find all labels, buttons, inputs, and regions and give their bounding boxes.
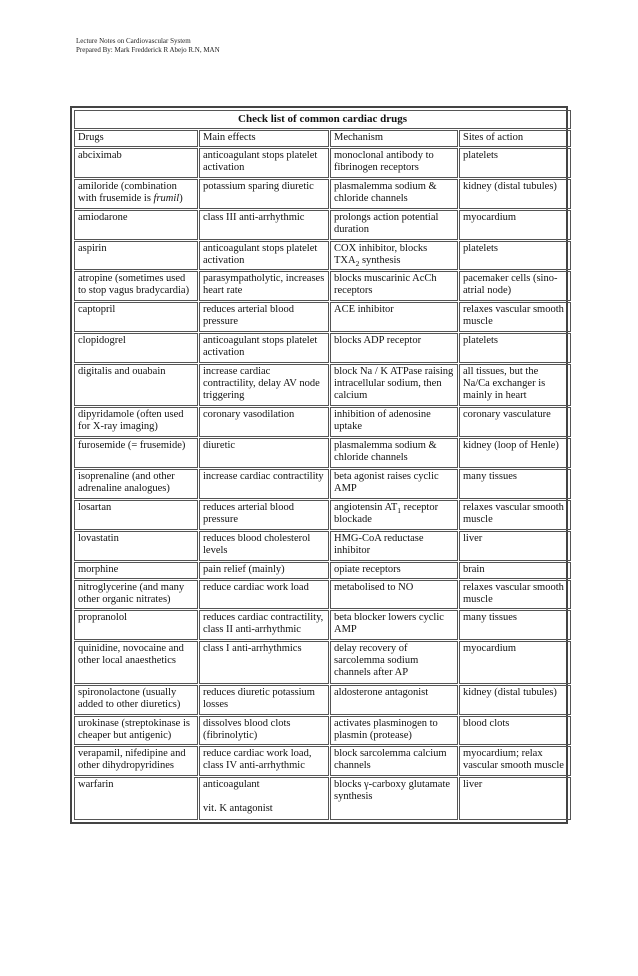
drug-name: atropine (sometimes used to stop vagus bradycardia) [78, 273, 190, 297]
drug-name: verapamil, nifedipine and other dihydropyridines [78, 748, 186, 772]
site-of-action: myocardium [463, 211, 517, 223]
drug-cell [74, 777, 198, 820]
effect-cell [199, 364, 329, 407]
table-row [74, 241, 571, 271]
table-row [74, 562, 571, 579]
drug-cell [74, 562, 198, 579]
drug-cell [74, 271, 198, 301]
site-of-action: relaxes vascular smooth muscle [463, 581, 564, 605]
drug-name: dipyridamole (often used for X-ray imaging) [78, 409, 184, 433]
mechanism-cell [330, 685, 458, 715]
site-cell [459, 333, 571, 363]
effect-cell [199, 746, 329, 776]
site-of-action: many tissues [463, 612, 517, 624]
site-of-action: liver [463, 779, 483, 791]
mechanism: COX inhibitor, blocks TXA [334, 242, 428, 266]
header-line-1: Lecture Notes on Cardiovascular System [76, 37, 191, 45]
main-effect: dissolves blood clots (fibrinolytic) [203, 717, 291, 741]
table-row [74, 271, 571, 301]
table-row [74, 438, 571, 468]
site-of-action: coronary vasculature [463, 409, 551, 421]
mechanism: delay recovery of sarcolemma sodium channels after AP [334, 643, 419, 679]
drug-name: quinidine, novocaine and other local anaesthetics [78, 643, 184, 667]
mechanism-cell [330, 148, 458, 178]
mechanism: blocks ADP receptor [334, 335, 422, 347]
main-effect: class III anti-arrhythmic [203, 211, 305, 223]
mechanism: angiotensin AT [334, 501, 398, 513]
table-row [74, 746, 571, 776]
site-cell [459, 580, 571, 610]
column-header: Sites of action [459, 130, 571, 147]
site-cell [459, 364, 571, 407]
effect-cell [199, 685, 329, 715]
effect-cell [199, 148, 329, 178]
site-cell [459, 148, 571, 178]
mechanism: metabolised to NO [334, 581, 414, 593]
effect-cell [199, 469, 329, 499]
drug-name: propranolol [78, 612, 127, 624]
effect-cell [199, 716, 329, 746]
effect-cell [199, 777, 329, 820]
main-effect: reduce cardiac work load [203, 581, 309, 593]
mechanism: inhibition of adenosine uptake [334, 409, 431, 433]
main-effect: reduces arterial blood pressure [203, 304, 294, 328]
main-effect: class I anti-arrhythmics [203, 643, 302, 655]
drug-name: abciximab [78, 150, 122, 162]
site-of-action: relaxes vascular smooth muscle [463, 304, 564, 328]
main-effect: diuretic [203, 440, 236, 452]
drug-cell [74, 302, 198, 332]
main-effect: anticoagulant [203, 779, 260, 791]
drug-cell [74, 333, 198, 363]
site-cell [459, 241, 571, 271]
site-cell [459, 716, 571, 746]
site-of-action: brain [463, 563, 485, 575]
main-effect: reduces diuretic potassium losses [203, 686, 315, 710]
mechanism: activates plasminogen to plasmin (protease) [334, 717, 438, 741]
site-of-action: platelets [463, 335, 498, 347]
header-line-2: Prepared By: Mark Fredderick R Abejo R.N, MAN [76, 45, 220, 54]
main-effect: coronary vasodilation [203, 409, 295, 421]
table-row [74, 469, 571, 499]
effect-cell [199, 580, 329, 610]
drug-name: captopril [78, 304, 116, 316]
drug-cell [74, 685, 198, 715]
mechanism-cell [330, 241, 458, 271]
mechanism: beta agonist raises cyclic AMP [334, 471, 439, 495]
site-cell [459, 641, 571, 684]
mechanism-cell [330, 641, 458, 684]
mechanism-cell [330, 333, 458, 363]
site-of-action: relaxes vascular smooth muscle [463, 501, 564, 525]
mechanism-cell [330, 500, 458, 530]
drug-name: amiloride (combination with frusemide is [78, 181, 177, 205]
site-of-action: blood clots [463, 717, 510, 729]
site-cell [459, 500, 571, 530]
table-row [74, 580, 571, 610]
mechanism-end: synthesis [359, 254, 401, 266]
drug-cell [74, 407, 198, 437]
drug-name: urokinase (streptokinase is cheaper but antigenic) [78, 717, 190, 741]
drug-name: losartan [78, 501, 112, 513]
mechanism-cell [330, 562, 458, 579]
drug-cell [74, 500, 198, 530]
effect-cell [199, 333, 329, 363]
table-row [74, 333, 571, 363]
drug-name: lovastatin [78, 532, 119, 544]
mechanism: plasmalemma sodium & chloride channels [334, 181, 437, 205]
column-header: Main effects [199, 130, 329, 147]
main-effect-secondary: vit. K antagonist [203, 803, 273, 815]
drug-cell [74, 364, 198, 407]
mechanism: opiate receptors [334, 563, 401, 575]
effect-cell [199, 241, 329, 271]
site-cell [459, 531, 571, 561]
table-row [74, 364, 571, 407]
drug-name: furosemide (= frusemide) [78, 440, 186, 452]
site-of-action: kidney (distal tubules) [463, 686, 557, 698]
main-effect: anticoagulant stops platelet activation [203, 150, 318, 174]
drug-cell [74, 469, 198, 499]
site-of-action: platelets [463, 242, 498, 254]
effect-cell [199, 179, 329, 209]
mechanism-cell [330, 364, 458, 407]
mechanism-cell [330, 179, 458, 209]
site-of-action: myocardium [463, 643, 517, 655]
main-effect: reduce cardiac work load, class IV anti-arrhythmic [203, 748, 312, 772]
main-effect: anticoagulant stops platelet activation [203, 242, 318, 266]
mechanism-subscript: 2 [355, 258, 360, 268]
site-cell [459, 610, 571, 640]
main-effect: reduces arterial blood pressure [203, 501, 294, 525]
main-effect: pain relief (mainly) [203, 563, 285, 575]
effect-cell [199, 641, 329, 684]
table-row [74, 148, 571, 178]
drug-cell [74, 179, 198, 209]
site-cell [459, 302, 571, 332]
drug-name: clopidogrel [78, 335, 126, 347]
site-of-action: platelets [463, 150, 498, 162]
drug-name: aspirin [78, 242, 107, 254]
drug-name: amiodarone [78, 211, 128, 223]
mechanism: monoclonal antibody to fibrinogen receptors [334, 150, 434, 174]
site-of-action: many tissues [463, 471, 517, 483]
site-cell [459, 271, 571, 301]
mechanism: plasmalemma sodium & chloride channels [334, 440, 437, 464]
drug-table-frame [70, 106, 568, 824]
site-of-action: liver [463, 532, 483, 544]
table-row [74, 500, 571, 530]
table-title-row [74, 110, 571, 129]
effect-cell [199, 271, 329, 301]
mechanism: aldosterone antagonist [334, 686, 429, 698]
mechanism-cell [330, 580, 458, 610]
table-header-row [74, 130, 571, 147]
effect-cell [199, 438, 329, 468]
mechanism-subscript: 1 [397, 506, 402, 516]
mechanism-cell [330, 610, 458, 640]
mechanism: ACE inhibitor [334, 304, 394, 316]
effect-cell [199, 562, 329, 579]
mechanism-cell [330, 210, 458, 240]
column-header: Drugs [74, 130, 198, 147]
effect-cell [199, 302, 329, 332]
drug-name-end: ) [179, 193, 183, 205]
mechanism: HMG-CoA reductase inhibitor [334, 532, 424, 556]
drug-name: nitroglycerine (and many other organic nitrates) [78, 581, 185, 605]
mechanism-cell [330, 777, 458, 820]
mechanism-cell [330, 716, 458, 746]
site-cell [459, 179, 571, 209]
drug-cell [74, 210, 198, 240]
site-cell [459, 438, 571, 468]
effect-cell [199, 531, 329, 561]
table-row [74, 531, 571, 561]
page-header [76, 37, 220, 54]
site-cell [459, 562, 571, 579]
drug-cell [74, 580, 198, 610]
mechanism: blocks γ-carboxy glutamate synthesis [334, 779, 451, 803]
mechanism-cell [330, 271, 458, 301]
drug-cell [74, 746, 198, 776]
drug-cell [74, 716, 198, 746]
mechanism: blocks muscarinic AcCh receptors [334, 273, 437, 297]
table-row [74, 685, 571, 715]
effect-cell [199, 210, 329, 240]
mechanism-cell [330, 302, 458, 332]
table-row [74, 210, 571, 240]
drug-cell [74, 610, 198, 640]
site-of-action: all tissues, but the Na/Ca exchanger is mainly in heart [463, 365, 546, 401]
drug-table [73, 109, 572, 821]
table-row [74, 716, 571, 746]
drug-name: digitalis and ouabain [78, 365, 166, 377]
mechanism-end: receptor blockade [334, 501, 439, 525]
site-cell [459, 407, 571, 437]
site-cell [459, 469, 571, 499]
mechanism-cell [330, 438, 458, 468]
site-cell [459, 685, 571, 715]
mechanism: prolongs action potential duration [334, 211, 439, 235]
mechanism: block Na / K ATPase raising intracellular sodium, then calcium [334, 365, 454, 401]
drug-cell [74, 148, 198, 178]
effect-cell [199, 407, 329, 437]
main-effect: parasympatholytic, increases heart rate [203, 273, 325, 297]
drug-name: isoprenaline (and other adrenaline analogues) [78, 471, 175, 495]
table-body [74, 148, 571, 820]
table-row [74, 777, 571, 820]
drug-name: spironolactone (usually added to other diuretics) [78, 686, 181, 710]
site-cell [459, 777, 571, 820]
main-effect: potassium sparing diuretic [203, 181, 314, 193]
line-gap [203, 791, 325, 803]
drug-name-italic: frumil [153, 193, 180, 205]
effect-cell [199, 610, 329, 640]
main-effect: anticoagulant stops platelet activation [203, 335, 318, 359]
effect-cell [199, 500, 329, 530]
drug-cell [74, 641, 198, 684]
main-effect: reduces blood cholesterol levels [203, 532, 311, 556]
drug-name: morphine [78, 563, 119, 575]
mechanism: block sarcolemma calcium channels [334, 748, 447, 772]
table-row [74, 179, 571, 209]
site-of-action: kidney (distal tubules) [463, 181, 557, 193]
site-of-action: pacemaker cells (sino-atrial node) [463, 273, 558, 297]
main-effect: increase cardiac contractility [203, 471, 324, 483]
mechanism-cell [330, 531, 458, 561]
site-cell [459, 746, 571, 776]
mechanism: beta blocker lowers cyclic AMP [334, 612, 444, 636]
drug-cell [74, 438, 198, 468]
mechanism-cell [330, 469, 458, 499]
column-header: Mechanism [330, 130, 458, 147]
mechanism-cell [330, 746, 458, 776]
main-effect: increase cardiac contractility, delay AV node triggering [203, 365, 320, 401]
site-of-action: myocardium; relax vascular smooth muscle [463, 748, 564, 772]
drug-cell [74, 531, 198, 561]
table-title: Check list of common cardiac drugs [74, 110, 571, 129]
table-row [74, 641, 571, 684]
main-effect: reduces cardiac contractility, class II anti-arrhythmic [203, 612, 324, 636]
drug-cell [74, 241, 198, 271]
drug-name: warfarin [78, 779, 114, 791]
table-row [74, 610, 571, 640]
site-cell [459, 210, 571, 240]
table-row [74, 302, 571, 332]
table-row [74, 407, 571, 437]
mechanism-cell [330, 407, 458, 437]
site-of-action: kidney (loop of Henle) [463, 440, 559, 452]
